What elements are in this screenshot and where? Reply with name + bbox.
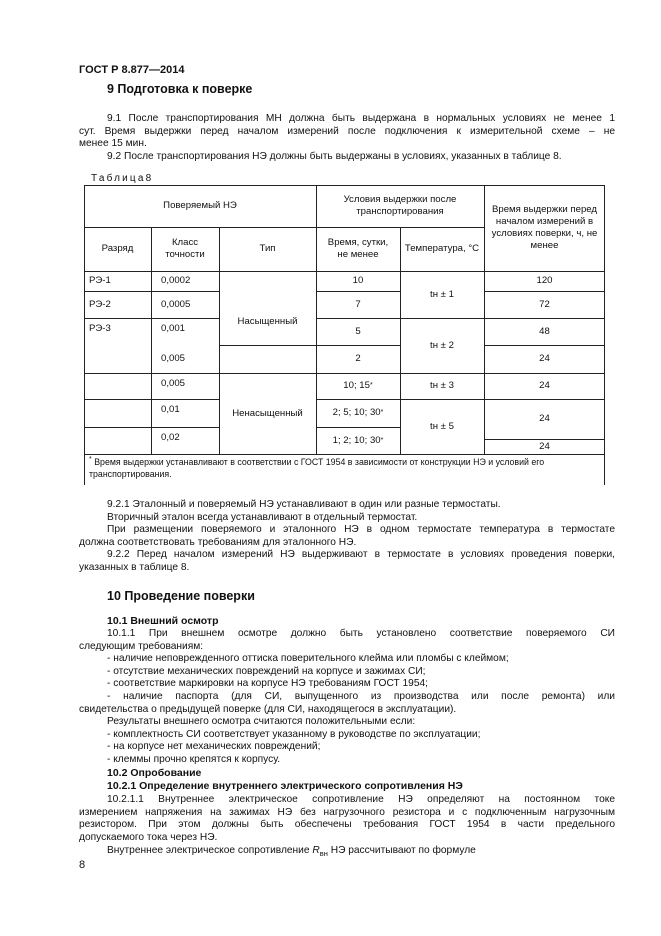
p1011-line1: 10.1.1 При внешнем осмотре должно быть установлено соответствие поверяемого СИ xyxy=(107,628,615,639)
holding-cell: 24 xyxy=(539,440,550,452)
requirement-item: - наличие неповрежденного оттиска поверительного клейма или пломбы с клеймом; xyxy=(107,653,509,665)
header-conditions: Условия выдержки после транспортирования xyxy=(343,194,457,217)
holding-cell: 24 xyxy=(539,413,550,424)
grade-cell: РЭ-1 xyxy=(89,275,111,286)
header-holding-time: Время выдержки перед началом измерений в условиях поверки, ч, не менее xyxy=(491,204,598,251)
requirement-item: - соответствие маркировки на корпусе НЭ требованиям ГОСТ 1954; xyxy=(107,678,429,690)
holding-cell: 120 xyxy=(536,275,553,286)
holding-cell: 24 xyxy=(539,380,550,391)
formula-pre: Внутреннее электрическое сопротивление xyxy=(107,845,313,856)
class-cell: 0,005 xyxy=(161,353,186,364)
p921c-line1: При размещении поверяемого и эталонного НЭ в одном термостате температура в термостате xyxy=(107,524,615,536)
time-cell: 2; 5; 10; 30 * xyxy=(332,407,384,418)
class-cell: 0,02 xyxy=(161,432,180,443)
formula-symbol: R xyxy=(312,845,320,856)
type-cell: Насыщенный xyxy=(237,316,298,327)
p921c-line2: должна соответствовать требованиям для эталонного НЭ. xyxy=(79,536,357,548)
temp-cell: tн ± 3 xyxy=(430,380,454,391)
section-10-2-title: 10.2 Опробование xyxy=(107,767,202,779)
time-cell: 1; 2; 10; 30 * xyxy=(332,434,384,446)
p91-line3: менее 15 мин. xyxy=(79,138,147,150)
footnote-text: Время выдержки устанавливают в соответствии с ГОСТ 1954 в зависимости от конструкции НЭ и условий его транспортирования. xyxy=(89,457,545,479)
p92: 9.2 После транспортирования НЭ должны быть выдержаны в условиях, указанных в таблице 8. xyxy=(107,150,562,162)
p10211-line2: измерением напряжения на зажимах НЭ без нагрузочного резистора и с подключенным нагрузочным xyxy=(79,806,615,818)
header-verified: Поверяемый НЭ xyxy=(163,200,237,211)
results-intro: Результаты внешнего осмотра считаются положительными если: xyxy=(107,716,416,728)
time-cell: 5 xyxy=(355,325,361,337)
formula-intro xyxy=(79,845,643,861)
temp-cell: tн ± 5 xyxy=(430,420,454,432)
requirement-item: - отсутствие механических повреждений на корпусе и зажимах СИ; xyxy=(107,665,426,677)
time-value: 2; 5; 10; 30 xyxy=(332,407,381,418)
grade-cell: РЭ-2 xyxy=(89,298,111,310)
class-cell: 0,0002 xyxy=(161,275,191,286)
type-cell: Ненасыщенный xyxy=(232,407,303,419)
header-type: Тип xyxy=(259,243,276,254)
formula-post: НЭ рассчитывают по формуле xyxy=(327,845,476,856)
p1011-line2: следующим требованиям: xyxy=(79,640,204,652)
requirement-passport-line2: свидетельства о предыдущей поверке (для СИ, находящегося в эксплуатации). xyxy=(79,703,457,715)
time-value: 10; 15 xyxy=(343,380,370,391)
time-cell: 10 xyxy=(352,275,364,286)
grade-cell: РЭ-3 xyxy=(89,323,111,334)
temp-cell: tн ± 2 xyxy=(430,339,454,351)
p922-line1: 9.2.2 Перед началом измерений НЭ выдерживают в термостате в условиях проведения поверки, xyxy=(107,549,615,561)
result-item: - комплектность СИ соответствует указанному в руководстве по эксплуатации; xyxy=(107,728,481,740)
header-temp: Температура, °С xyxy=(404,243,480,254)
time-cell: 2 xyxy=(355,353,361,364)
p91-line2: сут. Время выдержки перед началом измерений после подключения к измерительной схеме – не xyxy=(79,125,615,137)
class-cell: 0,001 xyxy=(161,323,186,334)
time-cell: 10; 15 * xyxy=(343,380,373,391)
class-cell: 0,005 xyxy=(161,378,186,389)
footnote-mark: * xyxy=(89,456,92,464)
section-9-title: 9 Подготовка к поверке xyxy=(107,82,253,96)
page-number: 8 xyxy=(79,859,86,871)
table-footnote xyxy=(84,457,605,480)
section-10-1-title: 10.1 Внешний осмотр xyxy=(107,615,219,627)
holding-cell: 48 xyxy=(539,325,550,337)
class-cell: 0,01 xyxy=(161,404,180,415)
header-class: Класс точности xyxy=(165,237,205,260)
table-8 xyxy=(84,185,605,485)
p921b: Вторичный эталон всегда устанавливают в отдельный термостат. xyxy=(107,511,418,523)
p922-line2: указанных в таблице 8. xyxy=(79,562,190,573)
p10211-line3: резистором. При этом должны быть обеспечены требования ГОСТ 1954 в части предельного xyxy=(79,819,615,831)
header-time: Время, сутки, не менее xyxy=(327,237,389,260)
header-grade: Разряд xyxy=(101,243,134,254)
p921: 9.2.1 Эталонный и поверяемый НЭ устанавливают в один или разные термостаты. xyxy=(107,499,501,510)
temp-cell: tн ± 1 xyxy=(430,288,454,300)
result-item: - на корпусе нет механических повреждений; xyxy=(107,741,321,753)
formula-subscript: вн xyxy=(319,849,328,859)
section-10-2-1-title: 10.2.1 Определение внутреннего электрического сопротивления НЭ xyxy=(107,780,463,792)
class-cell: 0,0005 xyxy=(161,298,191,310)
holding-cell: 24 xyxy=(539,353,550,364)
p91-line1: 9.1 После транспортирования МН должна быть выдержана в нормальных условиях не менее 1 xyxy=(107,113,615,124)
requirement-passport-line1: - наличие паспорта (для СИ, выпущенного из производства или после ремонта) или xyxy=(107,691,615,702)
table-caption: Таблица8 xyxy=(91,173,154,184)
holding-cell: 72 xyxy=(539,298,550,310)
time-cell: 7 xyxy=(355,298,361,310)
standard-header: ГОСТ Р 8.877—2014 xyxy=(79,64,185,76)
p10211-line1: 10.2.1.1 Внутреннее электрическое сопротивление НЭ определяют на постоянном токе xyxy=(107,794,615,805)
time-value: 1; 2; 10; 30 xyxy=(332,434,381,446)
p10211-line4: допускаемого тока через НЭ. xyxy=(79,831,218,843)
section-10-title: 10 Проведение поверки xyxy=(107,589,255,603)
result-item: - клеммы прочно крепятся к корпусу. xyxy=(107,754,281,765)
table-line xyxy=(84,454,605,455)
